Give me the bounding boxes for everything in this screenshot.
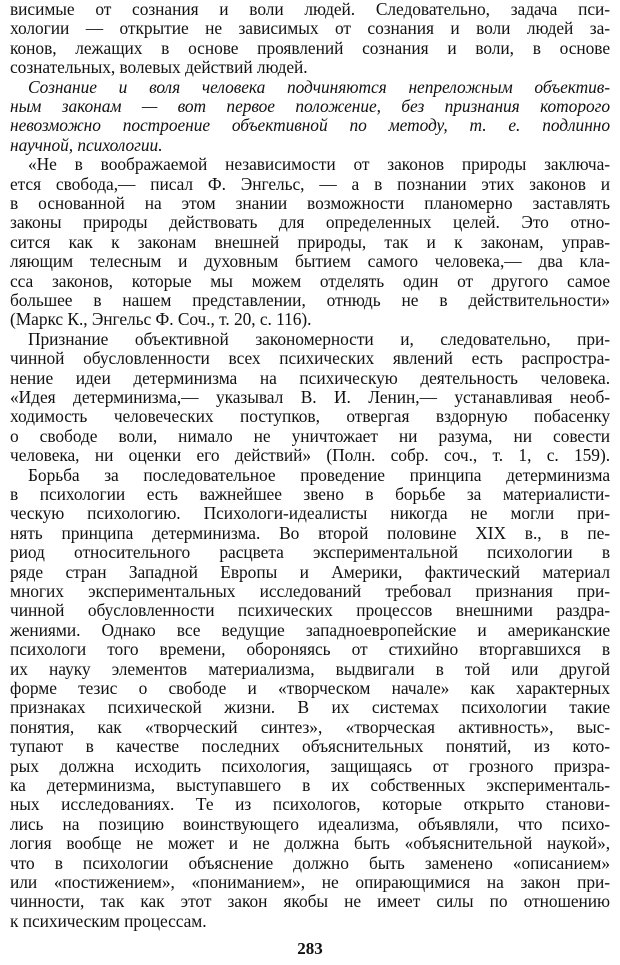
text-line: в основанной на этом знании возможности планомерно заставлять bbox=[10, 194, 610, 213]
text-line: о свободе воли, нимало не уничтожает ни разума, ни совести bbox=[10, 426, 610, 446]
text-line: лись на позицию воинствующего идеализма, объявляли, что психо- bbox=[10, 814, 610, 834]
text-line: человека, ни оценки его действий» (Полн. собр. соч., т. 1, с. 159). bbox=[10, 446, 610, 466]
text-line: рых должна исходить психология, защищаясь от грозного призра- bbox=[10, 756, 610, 776]
text-line: сса законов, которые мы можем отделять один от другого самое bbox=[10, 271, 610, 291]
emphasis-line: Сознание и воля человека подчиняются непреложным объектив- bbox=[28, 77, 610, 97]
text-line: Признание объективной закономерности и, следовательно, при- bbox=[28, 329, 610, 349]
text-line: конов, лежащих в основе проявлений сознания и воли, в основе bbox=[10, 38, 610, 58]
emphasis-line: невозможно построение объективной по методу, т. е. подлинно bbox=[10, 116, 610, 136]
text-line: нять принципа детерминизма. Во второй половине XIX в., в пе- bbox=[10, 523, 610, 543]
text-line: большее в нашем представлении, отнюдь не в действительности» bbox=[10, 291, 610, 310]
text-line: жениями. Однако все ведущие западноевропейские и американские bbox=[10, 620, 610, 640]
text-line: чинности, так как этот закон якобы не имеет силы по отношению bbox=[10, 892, 610, 912]
text-line: чинной обусловленности психических процессов внешними раздра- bbox=[10, 601, 610, 621]
text-line: риод относительного расцвета экспериментальной психологии в bbox=[10, 543, 610, 563]
text-line: ческую психологию. Психологи-идеалисты никогда не могли при- bbox=[10, 504, 610, 524]
text-line: признаках психической жизни. В их системах психологии такие bbox=[10, 698, 610, 718]
text-line: «Не в воображаемой независимости от законов природы заключа- bbox=[28, 155, 610, 175]
text-line: ходимость человеческих поступков, отвергая вздорную побасенку bbox=[10, 407, 610, 427]
text-line: (Маркс К., Энгельс Ф. Соч., т. 20, с. 116). bbox=[10, 310, 312, 330]
emphasis-line: научной, психологии. bbox=[10, 135, 163, 155]
text-line: хологии — открытие не зависимых от сознания и воли людей за- bbox=[10, 19, 610, 39]
text-line: Борьба за последовательное проведение принципа детерминизма bbox=[28, 465, 610, 485]
text-line: ка детерминизма, выступавшего в их собственных эксперименталь- bbox=[10, 776, 610, 795]
text-line: ляющим телесным и духовным бытием самого человека,— два кла- bbox=[10, 252, 610, 272]
text-line: понятия, как «творческий синтез», «творческая активность», выс- bbox=[10, 717, 610, 737]
text-line: сится как к законам внешней природы, так и к законам, управ- bbox=[10, 232, 610, 252]
text-line: нение идеи детерминизма на психическую деятельность человека. bbox=[10, 368, 610, 388]
text-line: ется свобода,— писал Ф. Энгельс, — а в познании этих законов и bbox=[10, 174, 610, 194]
text-line: сознательных, волевых действий людей. bbox=[10, 58, 308, 78]
text-line: в психологии есть важнейшее звено в борьбе за материалисти- bbox=[10, 485, 610, 504]
text-line: висимые от сознания и воли людей. Следовательно, задача пси- bbox=[10, 0, 610, 19]
text-line: законы природы действовать для определенных целей. Это отно- bbox=[10, 213, 610, 233]
text-line: ряде стран Западной Европы и Америки, фактический материал bbox=[10, 562, 610, 582]
text-line: «Идея детерминизма,— указывал В. И. Ленин,— устанавливая необ- bbox=[10, 388, 610, 407]
text-line: тупают в качестве последних объяснительных понятий, из кото- bbox=[10, 737, 610, 757]
text-line: ных исследованиях. Те из психологов, которые открыто станови- bbox=[10, 795, 610, 815]
text-line: что в психологии объяснение должно быть заменено «описанием» bbox=[10, 853, 610, 873]
text-line: логия вообще не может и не должна быть «объяснительной наукой», bbox=[10, 834, 610, 854]
text-line: чинной обусловленности всех психических явлений есть распростра- bbox=[10, 349, 610, 369]
text-line: форме тезис о свободе и «творческом начале» как характерных bbox=[10, 679, 610, 698]
text-line: или «постижением», «пониманием», не опирающимися на закон при- bbox=[10, 873, 610, 892]
text-line: психологи того времени, обороняясь от стихийно вторгавшихся в bbox=[10, 640, 610, 660]
book-page bbox=[10, 0, 610, 965]
text-line: к психическим процессам. bbox=[10, 911, 207, 931]
text-line: многих экспериментальных исследований требовал признания при- bbox=[10, 582, 610, 601]
page-number: 283 bbox=[297, 939, 323, 958]
emphasis-line: ным законам — вот первое положение, без признания которого bbox=[10, 97, 610, 116]
text-line: их науку элементов материализма, выдвигали в той или другой bbox=[10, 659, 610, 679]
